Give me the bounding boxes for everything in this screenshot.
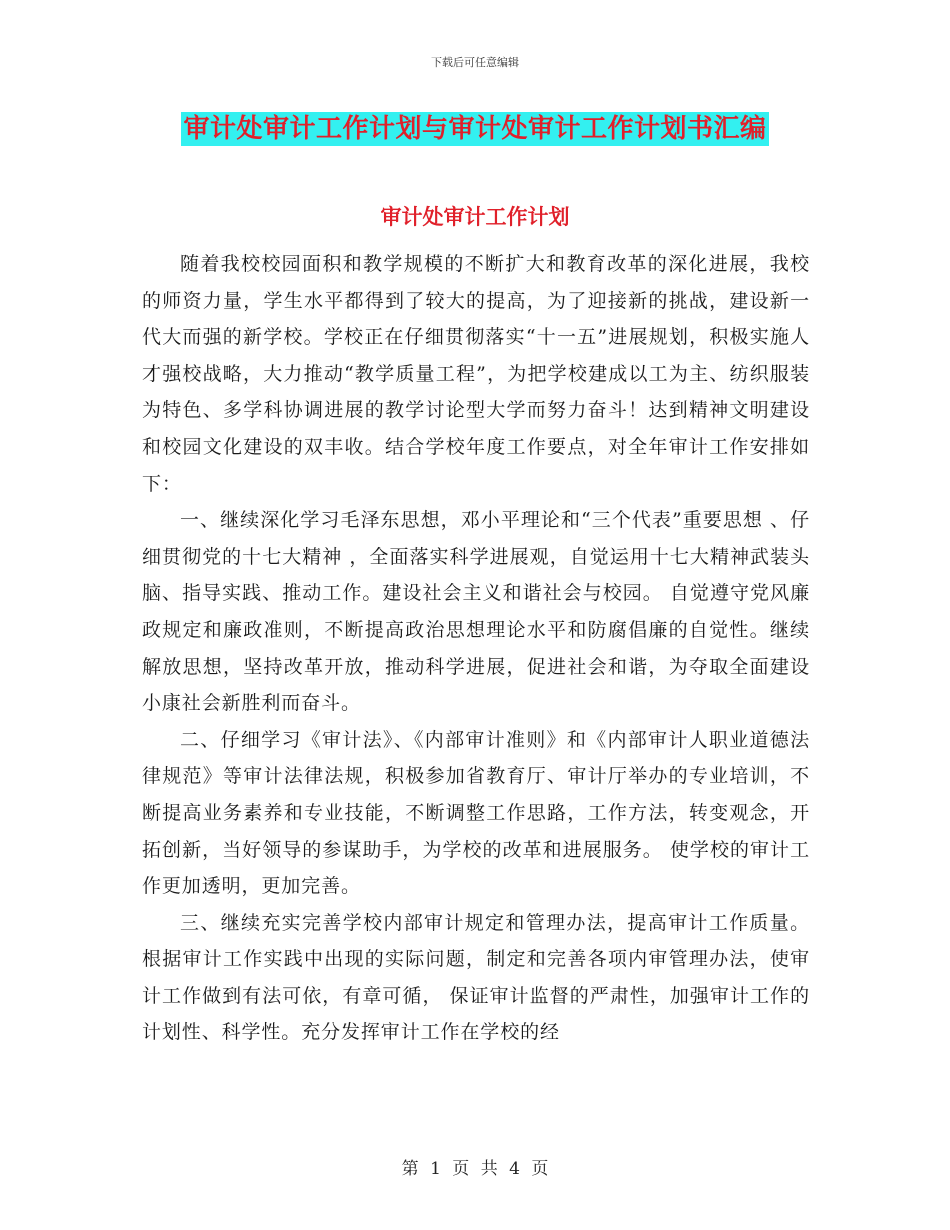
document-body [142,246,810,1051]
header-note: 下载后可任意编辑 [431,56,519,69]
paragraph-intro: 随着我校校园面积和教学规模的不断扩大和教育改革的深化进展，我校的师资力量，学生水平都得到了较大的提高，为了迎接新的挑战，建设新一代大而强的新学校。学校正在仔细贯彻落实“十一五”进展规划，积极实施人才强校战略，大力推动“教学质量工程”，为把学校建成以工为主、纺织服装为特色、多学科协调进展的教学讨论型大学而努力奋斗！达到精神文明建设和校园文化建设的双丰收。结合学校年度工作要点，对全年审计工作安排如下： [142,253,810,495]
page-number-footer: 第 1 页 共 4 页 [401,1159,549,1179]
document-title-wrap [0,112,950,146]
section-title: 审计处审计工作计划 [380,204,570,229]
document-title: 审计处审计工作计划与审计处审计工作计划书汇编 [183,114,767,144]
paragraph-item-3: 三、继续充实完善学校内部审计规定和管理办法，提高审计工作质量。根据审计工作实践中出现的实际问题，制定和完善各项内审管理办法，使审计工作做到有法可依，有章可循， 保证审计监督的严肃性，加强审计工作的计划性、科学性。充分发挥审计工作在学校的经 [142,911,810,1044]
paragraph-item-2: 二、仔细学习《审计法》、《内部审计准则》和《内部审计人职业道德法律规范》等审计法律法规，积极参加省教育厅、审计厅举办的专业培训，不断提高业务素养和专业技能，不断调整工作思路，工作方法，转变观念，开拓创新，当好领导的参谋助手，为学校的改革和进展服务。 使学校的审计工作更加透明，更加完善。 [142,728,810,898]
paragraph-item-1: 一、继续深化学习毛泽东思想，邓小平理论和“三个代表”重要思想 、仔细贯彻党的十七大精神 ，全面落实科学进展观，自觉运用十七大精神武装头脑、指导实践、推动工作。建设社会主义和谐社会与校园。 自觉遵守党风廉政规定和廉政准则，不断提高政治思想理论水平和防腐倡廉的自觉性。继续解放思想，坚持改革开放，推动科学进展，促进社会和谐，为夺取全面建设小康社会新胜利而奋斗。 [142,509,810,715]
